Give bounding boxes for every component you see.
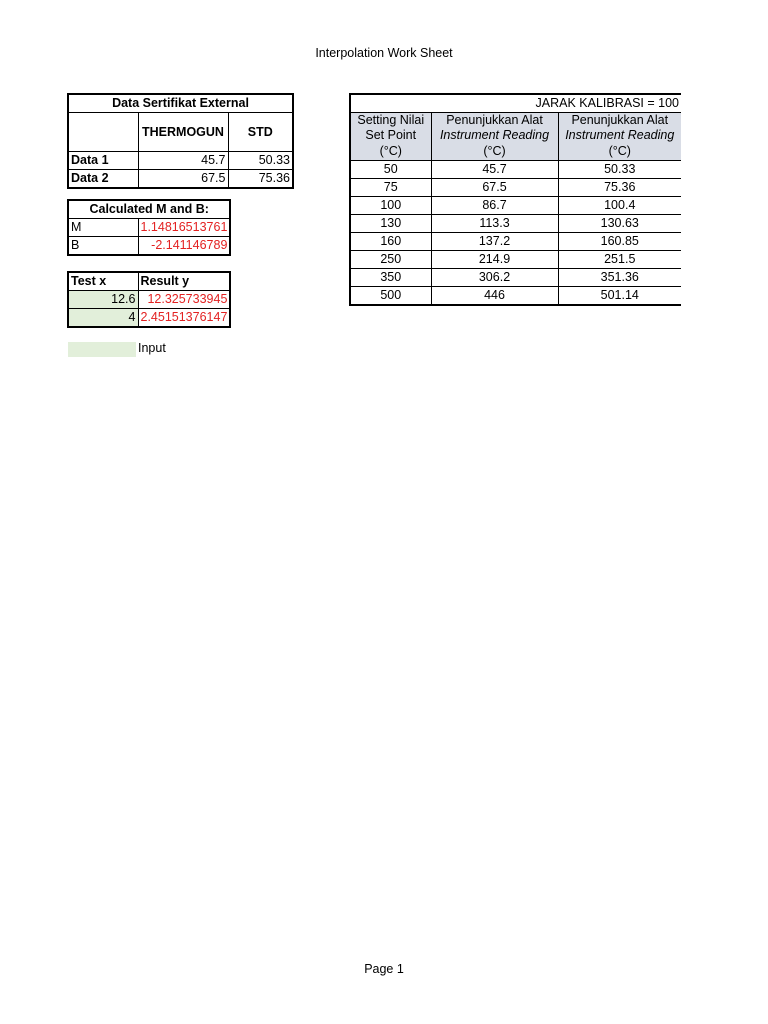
table-row (350, 287, 681, 306)
thermogun-cell[interactable]: 67.5 (138, 170, 228, 189)
certificate-header-blank[interactable] (68, 113, 138, 152)
std-reading-cell[interactable]: 351.36 (558, 269, 681, 287)
std-reading-cell[interactable]: 100.4 (558, 197, 681, 215)
row-label[interactable]: Data 2 (68, 170, 138, 189)
header-std-line1[interactable]: Penunjukkan Alat (558, 113, 681, 129)
std-reading-cell[interactable]: 50.33 (558, 161, 681, 179)
std-reading-cell[interactable]: 75.36 (558, 179, 681, 197)
table-row (350, 179, 681, 197)
table-row (350, 215, 681, 233)
table-row (350, 161, 681, 179)
header-std-unit[interactable]: (°C) (558, 143, 681, 161)
reading-cell[interactable]: 45.7 (431, 161, 558, 179)
table-row (350, 233, 681, 251)
input-legend-label: Input (138, 341, 166, 355)
header-reading-unit[interactable]: (°C) (431, 143, 558, 161)
result-y-value[interactable]: 2.45151376147 (138, 309, 230, 328)
setpoint-cell[interactable]: 75 (350, 179, 431, 197)
certificate-title[interactable]: Data Sertifikat External (68, 94, 293, 113)
table-row (68, 170, 293, 189)
setpoint-cell[interactable]: 50 (350, 161, 431, 179)
calculated-title[interactable]: Calculated M and B: (68, 200, 230, 219)
table-row (68, 291, 230, 309)
calculated-table (67, 199, 231, 256)
reading-cell[interactable]: 137.2 (431, 233, 558, 251)
reading-cell[interactable]: 446 (431, 287, 558, 306)
b-label[interactable]: B (68, 237, 138, 256)
test-x-input[interactable]: 12.6 (68, 291, 138, 309)
setpoint-cell[interactable]: 160 (350, 233, 431, 251)
certificate-header-thermogun[interactable]: THERMOGUN (138, 113, 228, 152)
thermogun-cell[interactable]: 45.7 (138, 152, 228, 170)
test-x-header[interactable]: Test x (68, 272, 138, 291)
certificate-header-std[interactable]: STD (228, 113, 293, 152)
setpoint-cell[interactable]: 500 (350, 287, 431, 306)
page-title: Interpolation Work Sheet (315, 46, 453, 60)
calibration-title[interactable]: JARAK KALIBRASI = 100 (350, 94, 681, 113)
table-row (350, 197, 681, 215)
table-row (68, 309, 230, 328)
page-footer: Page 1 (364, 962, 404, 976)
header-setpoint-unit[interactable]: (°C) (350, 143, 431, 161)
std-reading-cell[interactable]: 251.5 (558, 251, 681, 269)
row-label[interactable]: Data 1 (68, 152, 138, 170)
table-row (68, 152, 293, 170)
table-row (68, 237, 230, 256)
header-setpoint-line1[interactable]: Setting Nilai (350, 113, 431, 129)
reading-cell[interactable]: 214.9 (431, 251, 558, 269)
result-y-value[interactable]: 12.325733945 (138, 291, 230, 309)
certificate-table (67, 93, 294, 189)
header-reading-line1[interactable]: Penunjukkan Alat (431, 113, 558, 129)
header-std-line2[interactable]: Instrument Reading (558, 128, 681, 143)
m-value[interactable]: 1.14816513761 (138, 219, 230, 237)
header-setpoint-line2[interactable]: Set Point (350, 128, 431, 143)
b-value[interactable]: -2.141146789 (138, 237, 230, 256)
table-row (350, 251, 681, 269)
input-legend-swatch (68, 342, 136, 357)
reading-cell[interactable]: 113.3 (431, 215, 558, 233)
test-table (67, 271, 231, 328)
std-reading-cell[interactable]: 130.63 (558, 215, 681, 233)
table-row (68, 219, 230, 237)
reading-cell[interactable]: 306.2 (431, 269, 558, 287)
setpoint-cell[interactable]: 250 (350, 251, 431, 269)
setpoint-cell[interactable]: 350 (350, 269, 431, 287)
std-cell[interactable]: 50.33 (228, 152, 293, 170)
std-reading-cell[interactable]: 160.85 (558, 233, 681, 251)
result-y-header[interactable]: Result y (138, 272, 230, 291)
m-label[interactable]: M (68, 219, 138, 237)
reading-cell[interactable]: 86.7 (431, 197, 558, 215)
test-x-input[interactable]: 4 (68, 309, 138, 328)
setpoint-cell[interactable]: 130 (350, 215, 431, 233)
reading-cell[interactable]: 67.5 (431, 179, 558, 197)
std-reading-cell[interactable]: 501.14 (558, 287, 681, 306)
table-row (350, 269, 681, 287)
std-cell[interactable]: 75.36 (228, 170, 293, 189)
header-reading-line2[interactable]: Instrument Reading (431, 128, 558, 143)
calibration-table (349, 93, 681, 306)
setpoint-cell[interactable]: 100 (350, 197, 431, 215)
